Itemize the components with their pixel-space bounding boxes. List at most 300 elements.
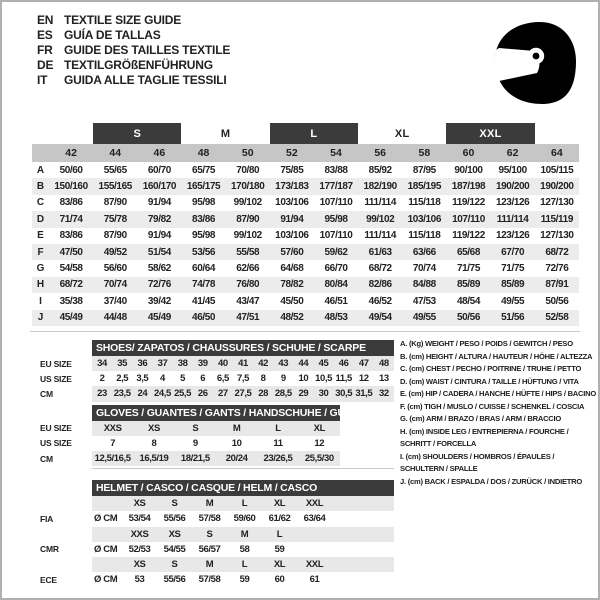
size-value: 107/110: [452, 213, 485, 225]
value-cell: 7: [110, 437, 116, 449]
size-group-xxl: XXL: [446, 123, 534, 144]
size-value: 44/48: [103, 312, 127, 324]
table-row: [32, 386, 398, 401]
size-value: 47/51: [236, 312, 260, 324]
size-value: 70/74: [412, 263, 436, 275]
size-value: 45/49: [147, 312, 171, 324]
legend-item: E. (cm) HIP / CADERA / HANCHE / HÜFTE / HIPS / BACINO: [400, 389, 597, 398]
size-cell: M: [240, 528, 249, 540]
size-value: 48/53: [324, 312, 348, 324]
value-cell: M: [232, 422, 241, 434]
size-value: 85/89: [456, 279, 480, 291]
helmet-value-row: [32, 511, 398, 526]
language-code: IT: [37, 72, 48, 87]
row-values: [92, 436, 340, 451]
size-value: 71/75: [456, 263, 480, 275]
size-value: 46/51: [324, 295, 348, 307]
gloves-section-title: GLOVES / GUANTES / GANTS / HANDSCHUHE / GUANTI: [92, 405, 340, 421]
value-cell: 9: [192, 437, 198, 449]
unit-cell: Ø CM: [94, 574, 118, 586]
value-cell: 20/24: [225, 453, 248, 465]
size-value: 46/50: [192, 312, 216, 324]
size-value: 127/130: [540, 197, 574, 209]
size-value: 103/106: [275, 230, 309, 242]
size-header-cell: 52: [270, 144, 314, 162]
value-cell: XS: [148, 422, 160, 434]
value-cell: 53: [134, 574, 145, 586]
size-value: 70/74: [103, 279, 127, 291]
size-value: 115/118: [408, 230, 441, 242]
size-value: 41/45: [192, 295, 216, 307]
main-table-body: [32, 162, 579, 326]
size-value: 87/90: [103, 230, 127, 242]
size-value: 170/180: [231, 181, 265, 193]
language-code: DE: [37, 57, 54, 72]
value-cell: 42: [258, 358, 269, 370]
value-cell: 40: [217, 358, 228, 370]
value-cell: 46: [338, 358, 349, 370]
legend-item: G. (cm) ARM / BRAZO / BRAS / ARM / BRACCIO: [400, 414, 562, 423]
size-value: 53/56: [192, 246, 216, 258]
size-value: 78/82: [280, 279, 304, 291]
size-value: 65/75: [192, 164, 216, 176]
size-value: 68/72: [545, 246, 569, 258]
size-cell: XXS: [130, 528, 149, 540]
gloves-rows: [32, 421, 398, 467]
section-divider: [30, 331, 580, 332]
size-value: 85/92: [368, 164, 392, 176]
standard-label: CMR: [40, 544, 59, 555]
measure-row: [32, 211, 579, 227]
size-header-cell: 60: [446, 144, 490, 162]
size-cell: XXL: [305, 558, 324, 570]
helmet-icon: [490, 19, 580, 107]
value-cell: 10,5: [315, 373, 332, 385]
value-cell: 8: [260, 373, 266, 385]
row-label: EU SIZE: [40, 423, 72, 434]
size-value: 45/49: [59, 312, 83, 324]
size-value: 95/98: [192, 197, 216, 209]
size-value: 68/72: [59, 279, 83, 291]
size-header-cell: 50: [226, 144, 270, 162]
textile-size-table: [32, 123, 579, 326]
value-cell: 27,5: [234, 388, 252, 400]
row-values: [92, 511, 394, 526]
size-value: 68/72: [368, 263, 392, 275]
size-value: 123/126: [495, 230, 530, 242]
value-cell: 11,5: [335, 373, 352, 385]
size-value: 177/187: [319, 181, 353, 193]
value-cell: 39: [197, 358, 208, 370]
language-row: [37, 12, 230, 27]
size-value: 190/200: [540, 181, 574, 193]
size-group-m: M: [220, 127, 231, 140]
size-value: 46/52: [368, 295, 392, 307]
size-value: 63/66: [412, 246, 436, 258]
value-cell: 27: [217, 388, 228, 400]
table-row: [32, 436, 398, 451]
shoes-section: [32, 340, 398, 402]
size-value: 66/70: [324, 263, 348, 275]
value-cell: 60: [274, 574, 285, 586]
size-cell: M: [205, 558, 214, 570]
legend-item: C. (cm) CHEST / PECHO / POITRINE / TRUHE / PETTO: [400, 364, 582, 373]
size-value: 83/86: [59, 197, 83, 209]
value-cell: 25,5: [174, 388, 192, 400]
value-cell: 6,5: [216, 373, 229, 385]
size-value: 49/54: [368, 312, 392, 324]
size-value: 65/68: [456, 246, 480, 258]
value-cell: 59/60: [233, 513, 256, 525]
size-value: 50/56: [545, 295, 569, 307]
size-value: 119/122: [452, 197, 485, 209]
value-cell: L: [275, 422, 281, 434]
size-header-cell: 62: [491, 144, 535, 162]
size-cell: XL: [273, 498, 286, 510]
size-value: 103/106: [407, 213, 441, 225]
value-cell: 47: [358, 358, 369, 370]
value-cell: 23: [97, 388, 107, 400]
size-value: 95/100: [498, 164, 527, 176]
row-values: [92, 386, 394, 401]
row-letter: H: [36, 279, 45, 291]
size-value: 75/78: [103, 213, 127, 225]
size-value: 84/88: [412, 279, 436, 291]
size-value: 111/114: [496, 213, 529, 225]
measure-row: [32, 260, 579, 276]
legend-item: F. (cm) TIGH / MUSLO / CUISSE / SCHENKEL / COSCIA: [400, 401, 585, 411]
value-cell: 55/56: [163, 574, 186, 586]
size-value: 99/102: [233, 230, 262, 242]
unit-cell: Ø CM: [94, 543, 118, 555]
value-cell: 24,5: [154, 388, 171, 400]
size-cell: L: [276, 528, 283, 540]
value-cell: 3,5: [136, 373, 149, 385]
value-cell: 23/26,5: [263, 453, 293, 465]
value-cell: 56/57: [198, 543, 221, 555]
size-value: 50/56: [456, 312, 480, 324]
size-value: 62/66: [236, 263, 260, 275]
size-value: 83/86: [192, 213, 216, 225]
size-cell: XS: [133, 558, 146, 570]
size-cell: S: [171, 498, 178, 510]
row-letter: E: [37, 230, 44, 242]
size-value: 64/68: [280, 263, 304, 275]
helmet-section: [32, 480, 398, 587]
size-cell: S: [206, 528, 213, 540]
row-letter: I: [39, 295, 42, 307]
size-value: 95/98: [324, 213, 348, 225]
value-cell: 13: [379, 373, 389, 385]
size-value: 85/89: [501, 279, 525, 291]
size-value: 48/54: [456, 295, 480, 307]
row-letter: B: [36, 181, 45, 193]
value-cell: 30,5: [335, 388, 353, 400]
helmet-size-row: [32, 557, 398, 572]
value-cell: 63/64: [303, 513, 326, 525]
unit-cell: Ø CM: [94, 513, 118, 525]
value-cell: 26: [197, 388, 208, 400]
measure-row: [32, 277, 579, 293]
row-letter: F: [37, 246, 44, 258]
size-value: 103/106: [275, 197, 309, 209]
row-values: [92, 356, 394, 371]
size-value: 111/114: [364, 230, 397, 242]
row-letter: D: [36, 213, 45, 225]
helmet-divider: [92, 468, 394, 469]
value-cell: 23,5: [113, 388, 131, 400]
size-cell: L: [241, 558, 248, 570]
size-group-row: [32, 123, 579, 144]
size-value: 115/118: [408, 197, 441, 209]
helmet-size-row: [32, 496, 398, 511]
size-value: 75/85: [280, 164, 304, 176]
size-value: 107/110: [319, 197, 353, 209]
helmet-section-title: HELMET / CASCO / CASQUE / HELM / CASCO: [92, 480, 394, 496]
table-row: [32, 356, 398, 371]
helmet-value-row: [32, 542, 398, 557]
size-header-cell: 64: [535, 144, 579, 162]
size-value: 49/55: [412, 312, 436, 324]
size-value: 72/76: [545, 263, 569, 275]
value-cell: 12: [358, 373, 369, 385]
size-value: 91/94: [147, 197, 171, 209]
value-cell: 10: [298, 373, 309, 385]
size-value: 95/98: [192, 230, 216, 242]
guide-title: GUIDA ALLE TAGLIE TESSILI: [64, 72, 227, 87]
value-cell: 6: [200, 373, 206, 385]
value-cell: 36: [137, 358, 148, 370]
table-row: [32, 421, 398, 436]
row-letter: G: [36, 263, 45, 275]
value-cell: 10: [231, 437, 242, 449]
size-value: 74/78: [192, 279, 216, 291]
size-value: 87/95: [412, 164, 436, 176]
legend-item: I. (cm) SHOULDERS / HOMBROS / ÉPAULES / SCHULTERN / SPALLE: [400, 451, 555, 473]
group-spacer-left: [32, 123, 93, 144]
guide-title: GUIDE DES TAILLES TEXTILE: [64, 42, 231, 57]
size-value: 155/165: [98, 181, 132, 193]
size-value: 187/198: [451, 181, 486, 193]
group-spacer-right: [535, 123, 579, 144]
size-value: 51/56: [501, 312, 525, 324]
size-cell: L: [241, 498, 248, 510]
size-value: 35/38: [59, 295, 83, 307]
size-value: 119/122: [452, 230, 485, 242]
value-cell: 44: [298, 358, 309, 370]
size-cell: XL: [273, 558, 286, 570]
size-value: 107/110: [319, 230, 353, 242]
size-cell: XS: [168, 528, 181, 540]
size-value: 47/53: [412, 295, 436, 307]
size-value: 48/52: [280, 312, 304, 324]
size-value: 160/170: [142, 181, 177, 193]
size-value: 49/55: [501, 295, 525, 307]
size-value: 39/42: [147, 295, 171, 307]
row-label: US SIZE: [40, 373, 72, 384]
legend-item: H. (cm) INSIDE LEG / ENTREPIERNA / FOURCHE / SCHRITT / FORCELLA: [400, 426, 569, 448]
size-value: 127/130: [540, 230, 574, 242]
size-cell: S: [171, 558, 178, 570]
value-cell: 12,5/16,5: [94, 453, 131, 465]
value-cell: 53/54: [128, 513, 151, 525]
size-value: 55/58: [236, 246, 260, 258]
size-header-row: [32, 144, 579, 162]
size-header-cell: 44: [93, 144, 137, 162]
value-cell: 41: [238, 358, 248, 370]
size-header-cell: 56: [358, 144, 402, 162]
size-value: 56/60: [103, 263, 127, 275]
measure-row: [32, 244, 579, 260]
size-value: 71/75: [501, 263, 525, 275]
size-value: 105/115: [540, 164, 574, 176]
value-cell: 34: [97, 358, 107, 370]
size-value: 91/94: [280, 213, 304, 225]
size-value: 79/82: [147, 213, 171, 225]
value-cell: 45: [318, 358, 329, 370]
size-value: 99/102: [233, 197, 262, 209]
size-value: 90/100: [454, 164, 483, 176]
guide-title: TEXTILGRÖßENFÜHRUNG: [64, 57, 213, 72]
helmet-rows: [32, 496, 398, 587]
value-cell: 12: [314, 437, 325, 449]
row-values: [92, 371, 394, 386]
measure-row: [32, 293, 579, 309]
value-cell: S: [192, 422, 199, 434]
language-code: EN: [37, 12, 54, 27]
row-letter: J: [37, 312, 44, 324]
value-cell: 59: [274, 543, 285, 555]
size-value: 54/58: [59, 263, 83, 275]
value-cell: 9: [280, 373, 286, 385]
value-cell: 4: [160, 373, 165, 385]
size-value: 87/90: [236, 213, 260, 225]
measurement-legend: [400, 338, 598, 488]
row-values: [92, 542, 394, 557]
value-cell: 2,5: [116, 373, 129, 385]
helmet-value-row: [32, 572, 398, 587]
size-cell: M: [205, 498, 214, 510]
size-value: 70/80: [236, 164, 260, 176]
size-value: 45/50: [280, 295, 304, 307]
size-group-l: L: [270, 123, 358, 144]
value-cell: 58: [239, 543, 250, 555]
value-cell: 30: [318, 388, 329, 400]
value-cell: 2: [99, 373, 105, 385]
value-cell: 28: [258, 388, 269, 400]
size-value: 91/94: [147, 230, 171, 242]
value-cell: 48: [379, 358, 389, 370]
size-value: 111/114: [364, 197, 397, 209]
value-cell: 32: [379, 388, 389, 400]
table-row: [32, 451, 398, 466]
shoes-section-title: SHOES/ ZAPATOS / CHAUSSURES / SCHUHE / SCARPE: [92, 340, 394, 356]
size-value: 49/52: [103, 246, 127, 258]
size-value: 47/50: [59, 246, 83, 258]
value-cell: 55/56: [163, 513, 186, 525]
shoes-rows: [32, 356, 398, 402]
value-cell: 7,5: [236, 373, 249, 385]
legend-item: B. (cm) HEIGHT / ALTURA / HAUTEUR / HÖHE / ALTEZZA: [400, 351, 593, 361]
row-label: CM: [40, 453, 53, 464]
size-value: 50/60: [59, 164, 83, 176]
value-cell: 52/53: [128, 543, 151, 555]
size-header-cell: 54: [314, 144, 358, 162]
size-value: 82/86: [368, 279, 392, 291]
value-cell: 29: [298, 388, 309, 400]
size-header-cell: 42: [49, 144, 93, 162]
size-value: 61/63: [368, 246, 392, 258]
size-value: 87/91: [545, 279, 569, 291]
row-values: [92, 451, 340, 466]
value-cell: 24: [137, 388, 148, 400]
row-label: US SIZE: [40, 438, 72, 449]
size-value: 71/74: [59, 213, 83, 225]
size-value: 43/47: [236, 295, 260, 307]
value-cell: 59: [239, 574, 250, 586]
guide-title: TEXTILE SIZE GUIDE: [64, 12, 182, 27]
accessory-tables: [32, 340, 398, 587]
size-value: 60/70: [147, 164, 171, 176]
size-value: 87/90: [103, 197, 127, 209]
value-cell: 38: [177, 358, 188, 370]
value-cell: 8: [151, 437, 157, 449]
legend-item: A. (Kg) WEIGHT / PESO / POIDS / GEWITCH / PESO: [400, 339, 573, 348]
language-row: [37, 42, 230, 57]
size-value: 123/126: [495, 197, 530, 209]
value-cell: 16,5/19: [139, 453, 169, 465]
language-row: [37, 72, 230, 87]
size-value: 59/62: [324, 246, 348, 258]
language-titles: [37, 12, 230, 87]
size-header-cell: 46: [137, 144, 181, 162]
measure-row: [32, 228, 579, 244]
size-cell: XXL: [305, 498, 324, 510]
size-value: 52/58: [545, 312, 569, 324]
size-value: 190/200: [495, 181, 530, 193]
value-cell: 54/55: [163, 543, 186, 555]
row-values: [92, 496, 394, 511]
value-cell: 18/21,5: [180, 453, 210, 465]
legend-item: D. (cm) WAIST / CINTURA / TAILLE / HÜFTUNG / VITA: [400, 376, 579, 386]
value-cell: 25,5/30: [304, 453, 334, 465]
size-value: 173/183: [275, 181, 309, 193]
language-code: FR: [37, 42, 53, 57]
size-value: 150/160: [54, 181, 88, 193]
size-value: 115/119: [540, 213, 573, 225]
row-values: [92, 527, 394, 542]
size-value: 67/70: [501, 246, 525, 258]
measure-row: [32, 195, 579, 211]
table-row: [32, 371, 398, 386]
value-cell: 31,5: [355, 388, 373, 400]
row-label: EU SIZE: [40, 358, 72, 369]
size-cell: XS: [133, 498, 146, 510]
corner-cell: [32, 144, 49, 162]
row-letter: A: [36, 164, 45, 176]
size-value: 83/88: [324, 164, 348, 176]
size-header-cell: 58: [402, 144, 446, 162]
value-cell: XXS: [103, 422, 122, 434]
gloves-section: [32, 405, 398, 467]
value-cell: 5: [180, 373, 186, 385]
row-values: [92, 557, 394, 572]
size-value: 83/86: [59, 230, 83, 242]
size-value: 60/64: [192, 263, 216, 275]
size-value: 57/60: [280, 246, 304, 258]
standard-label: ECE: [40, 574, 57, 585]
value-cell: 57/58: [198, 513, 221, 525]
